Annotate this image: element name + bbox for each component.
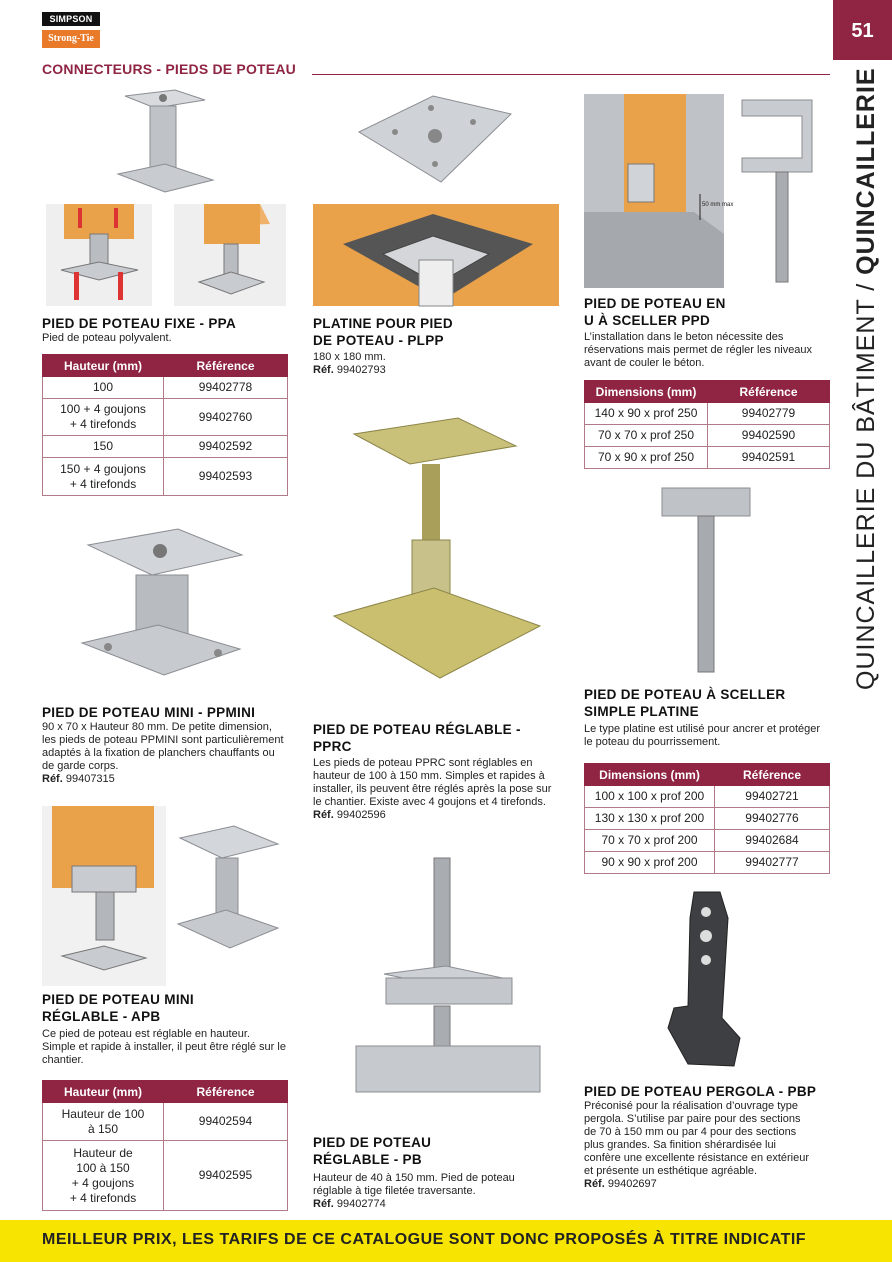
ppd-header-reference: Référence (708, 381, 830, 403)
logo-bottom: Strong-Tie (42, 30, 100, 48)
pb-product-image (348, 856, 542, 1100)
table-row: 140 x 90 x prof 250 99402779 (585, 403, 830, 425)
page-number: 51 (833, 0, 892, 60)
table-row: 130 x 130 x prof 200 99402776 (585, 808, 830, 830)
simple-header-dimensions: Dimensions (mm) (585, 764, 715, 786)
pprc-description: Les pieds de poteau PPRC sont réglables en hauteur de 100 à 150 mm. Simples et rapides à installer, ils peuvent être réglés après la pose sur le chantier. Existe avec 4 goujons et 4 tirefonds. Réf. 99402596 (313, 757, 552, 821)
apb-description: Ce pied de poteau est réglable en hauteur. Simple et rapide à installer, il peut être réglé sur le chantier. (42, 1028, 286, 1066)
pprc-reference: 99402596 (336, 809, 386, 821)
pb-description: Hauteur de 40 à 150 mm. Pied de poteau réglable à tige filetée traversante. Réf. 99402774 (313, 1172, 515, 1210)
logo-top: SIMPSON (42, 12, 100, 26)
table-row: 150 99402592 (43, 436, 288, 458)
plpp-install-image (313, 204, 559, 306)
bottom-banner (0, 1220, 892, 1262)
simple-platine-table (584, 763, 830, 874)
ppd-header-dimensions: Dimensions (mm) (585, 381, 708, 403)
simple-platine-product-image (656, 486, 756, 676)
table-row: Hauteur de 100 à 150 99402594 (43, 1103, 288, 1141)
ppa-header-height: Hauteur (mm) (43, 355, 164, 377)
pprc-title: PIED DE POTEAU RÉGLABLE - PPRC (313, 722, 521, 754)
pbp-description: Préconisé pour la réalisation d’ouvrage type pergola. S’utilise par paire pour des sections de 70 à 150 mm ou par 4 pour des sections plus grandes. Sa finition shérardisée lui confère une excellente résistance en extérieur et présente un esthétique agréable. Réf. 99402697 (584, 1100, 810, 1190)
pb-title: PIED DE POTEAU RÉGLABLE - PB (313, 1135, 432, 1167)
pbp-product-image (664, 888, 744, 1074)
apb-product-image (174, 824, 282, 970)
simple-platine-description: Le type platine est utilisé pour ancrer et protéger le poteau du pourrissement. (584, 723, 821, 748)
apb-table (42, 1080, 288, 1211)
sidebar-light-text: QUINCAILLERIE DU BÂTIMENT (852, 298, 880, 690)
table-row: 90 x 90 x prof 200 99402777 (585, 852, 830, 874)
plpp-title: PLATINE POUR PIED DE POTEAU - PLPP (313, 316, 453, 348)
sidebar-bold-text: QUINCAILLERIE (852, 67, 880, 275)
simpson-strongtie-logo (42, 12, 100, 50)
ppa-title: PIED DE POTEAU FIXE - PPA (42, 316, 237, 331)
ppd-table (584, 380, 830, 469)
ppd-description: L’installation dans le beton nécessite des réservations mais permet de régler les niveaux avant de couler le béton. (584, 331, 813, 369)
ppa-product-image (115, 88, 215, 198)
plpp-product-image (355, 92, 513, 188)
ppa-table (42, 354, 288, 496)
section-title: CONNECTEURS - PIEDS DE POTEAU (42, 61, 296, 77)
table-row: 70 x 70 x prof 250 99402590 (585, 425, 830, 447)
table-row: 70 x 90 x prof 250 99402591 (585, 447, 830, 469)
table-row: 150 + 4 goujons + 4 tirefonds 99402593 (43, 458, 288, 496)
ppa-header-reference: Référence (164, 355, 288, 377)
table-row: 70 x 70 x prof 200 99402684 (585, 830, 830, 852)
ppmini-description: 90 x 70 x Hauteur 80 mm. De petite dimension, les pieds de poteau PPMINI sont particulièrement adaptés à la fixation de planchers chauffants ou de garde corps. Réf. 99407315 (42, 721, 284, 785)
apb-title: PIED DE POTEAU MINI RÉGLABLE - APB (42, 992, 194, 1024)
simple-platine-title: PIED DE POTEAU À SCELLER SIMPLE PLATINE (584, 687, 786, 719)
apb-install-image (42, 806, 166, 986)
ppmini-title: PIED DE POTEAU MINI - PPMINI (42, 705, 256, 720)
ppd-install-image (584, 94, 734, 288)
simple-header-reference: Référence (715, 764, 830, 786)
ppa-install-image-2 (174, 204, 286, 306)
sidebar-separator: / (852, 274, 880, 299)
pb-reference: 99402774 (336, 1198, 386, 1210)
ppd-product-image (738, 98, 822, 286)
ppd-dimension-label: 50 mm max (702, 202, 734, 208)
ppa-description: Pied de poteau polyvalent. (42, 332, 172, 344)
ppd-title: PIED DE POTEAU EN U À SCELLER PPD (584, 296, 726, 328)
pbp-reference: 99402697 (607, 1178, 657, 1190)
plpp-description: 180 x 180 mm. Réf. 99402793 (313, 351, 386, 376)
ppa-install-image-1 (46, 204, 152, 306)
ppmini-reference: 99407315 (65, 773, 115, 785)
bottom-banner-text: MEILLEUR PRIX, LES TARIFS DE CE CATALOGUE SONT DONC PROPOSÉS À TITRE INDICATIF (42, 1231, 807, 1248)
pprc-product-image (330, 416, 542, 692)
table-row: 100 x 100 x prof 200 99402721 (585, 786, 830, 808)
section-divider (312, 74, 830, 75)
apb-header-reference: Référence (164, 1081, 288, 1103)
apb-header-height: Hauteur (mm) (43, 1081, 164, 1103)
table-row: 100 + 4 goujons + 4 tirefonds 99402760 (43, 399, 288, 436)
pbp-title: PIED DE POTEAU PERGOLA - PBP (584, 1084, 817, 1099)
plpp-reference: 99402793 (336, 364, 386, 376)
table-row: Hauteur de 100 à 150 + 4 goujons + 4 tirefonds 99402595 (43, 1141, 288, 1211)
ppmini-product-image (78, 525, 246, 680)
table-row: 100 99402778 (43, 377, 288, 399)
sidebar-category (846, 67, 886, 690)
